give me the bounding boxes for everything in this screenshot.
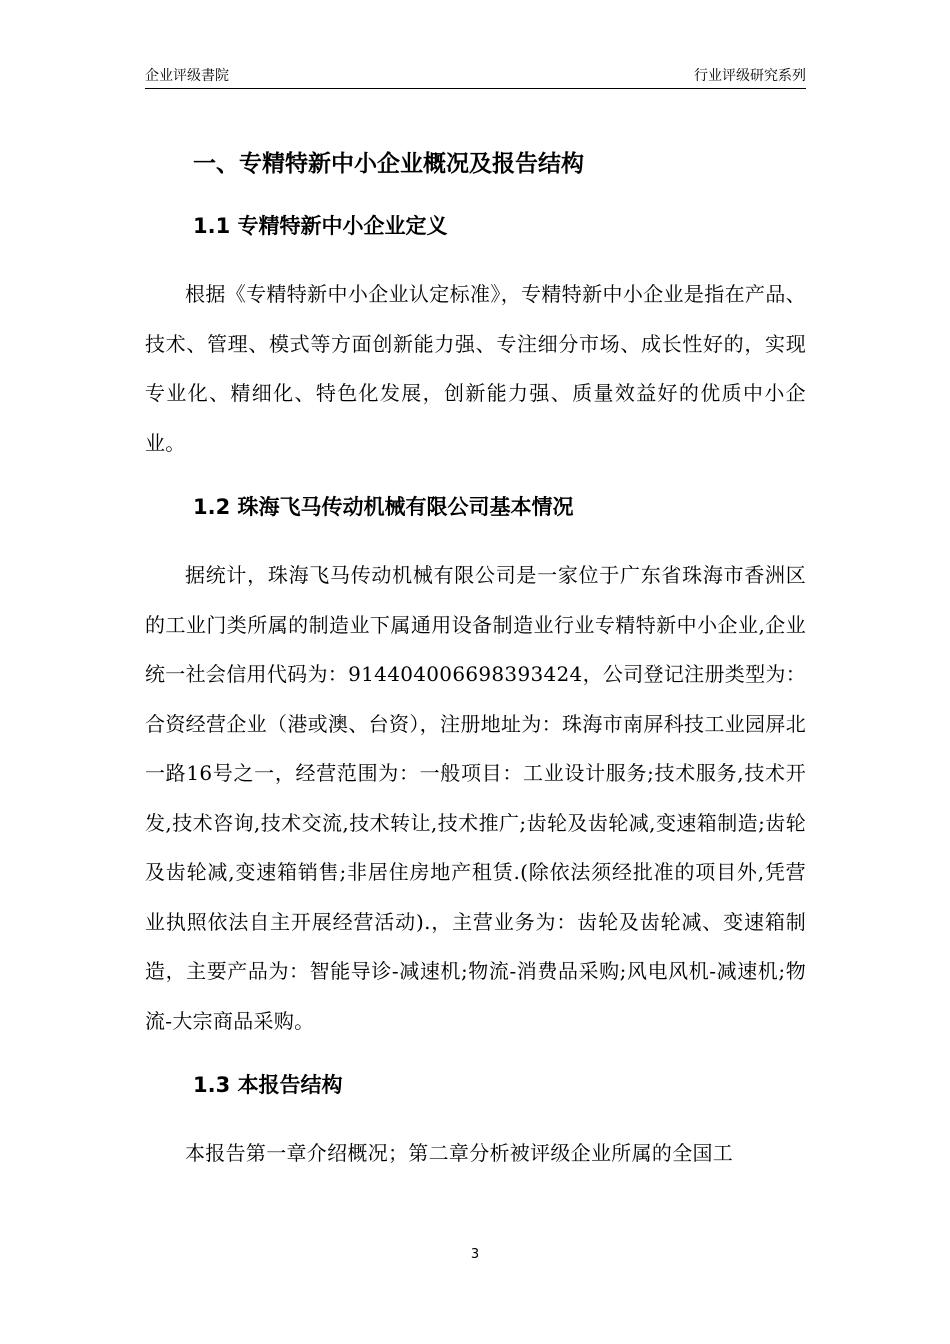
header-left-title: 企业评级書院 (145, 68, 229, 84)
header-right-title: 行业评级研究系列 (694, 68, 806, 84)
section-1-2-heading: 1.2 珠海飞马传动机械有限公司基本情况 (193, 495, 574, 519)
chapter-heading: 一、专精特新中小企业概况及报告结构 (193, 151, 584, 177)
section-1-2-paragraph: 据统计，珠海飞马传动机械有限公司是一家位于广东省珠海市香洲区的工业门类所属的制造业下属通用设备制造业行业专精特新中小企业,企业统一社会信用代码为：914404006698393424，公司登记注册类型为：合资经营企业（港或澳、台资），注册地址为：珠海市南屏科技工业园屏北一路16号之一，经营范围为：一般项目：工业设计服务;技术服务,技术开发,技术咨询,技术交流,技术转让,技术推广;齿轮及齿轮减,变速箱制造;齿轮及齿轮减,变速箱销售;非居住房地产租赁.(除依法须经批准的项目外,凭营业执照依法自主开展经营活动).，主营业务为：齿轮及齿轮减、变速箱制造，主要产品为：智能导诊-减速机;物流-消费品采购;风电风机-减速机;物流-大宗商品采购。 (145, 563, 806, 1033)
document-body (145, 140, 806, 1194)
section-1-1-heading: 1.1 专精特新中小企业定义 (193, 214, 448, 238)
page-number: 3 (470, 1247, 480, 1262)
section-1-3-heading: 1.3 本报告结构 (193, 1073, 343, 1097)
page-header (145, 66, 806, 89)
section-1-3-paragraph: 本报告第一章介绍概况；第二章分析被评级企业所属的全国工 (185, 1141, 734, 1165)
section-1-1-paragraph: 根据《专精特新中小企业认定标准》，专精特新中小企业是指在产品、技术、管理、模式等方面创新能力强、专注细分市场、成长性好的，实现专业化、精细化、特色化发展，创新能力强、质量效益好的优质中小企业。 (145, 282, 806, 455)
